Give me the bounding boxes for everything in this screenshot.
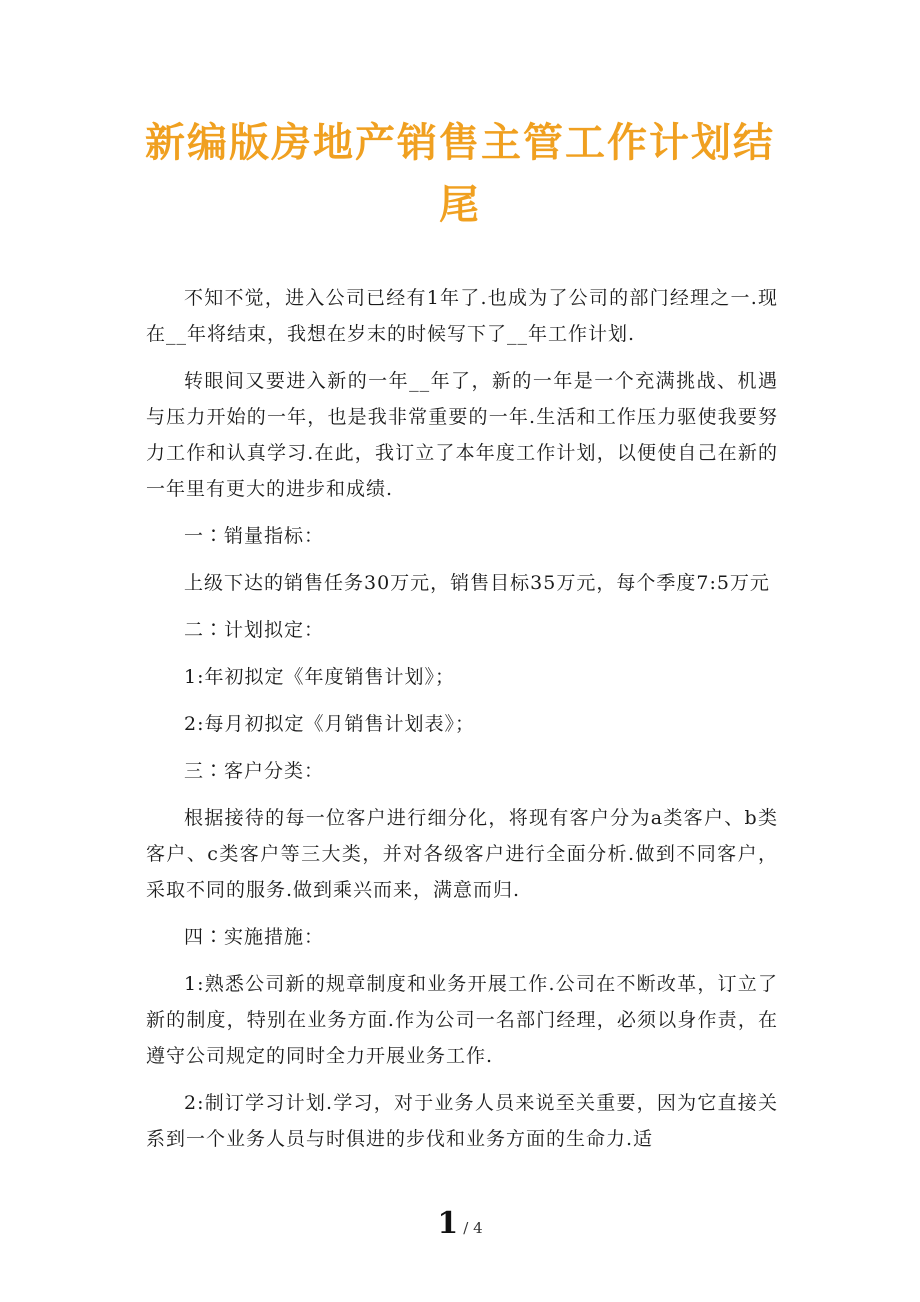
heading-customer-classification: 三∶客户分类：: [184, 760, 325, 782]
list-item-monthly-plan: 2:每月初拟定《月销售计划表》；: [184, 713, 475, 735]
document-title: 新编版房地产销售主管工作计划结尾: [145, 120, 775, 228]
paragraph-measure-2: 2:制订学习计划.学习，对于业务人员来说至关重要，因为它直接关系到一个业务人员与时俱进的步伐和业务方面的生命力.适: [146, 1092, 778, 1150]
page-total: / 4: [463, 1219, 483, 1237]
paragraph-intro: 不知不觉，进入公司已经有1年了.也成为了公司的部门经理之一.现在__年将结束，我想在岁末的时候写下了__年工作计划.: [146, 287, 778, 345]
heading-sales-target: 一∶销量指标：: [184, 525, 325, 547]
paragraph-measure-1: 1:熟悉公司新的规章制度和业务开展工作.公司在不断改革，订立了新的制度，特别在业务方面.作为公司一名部门经理，必须以身作责，在遵守公司规定的同时全力开展业务工作.: [146, 973, 778, 1067]
paragraph-customer-classification: 根据接待的每一位客户进行细分化，将现有客户分为a类客户、b类客户、c类客户等三大类，并对各级客户进行全面分析.做到不同客户，采取不同的服务.做到乘兴而来，满意而归.: [146, 807, 778, 901]
page-footer: [0, 1206, 920, 1241]
heading-measures: 四∶实施措施：: [184, 926, 325, 948]
paragraph-new-year: 转眼间又要进入新的一年__年了，新的一年是一个充满挑战、机遇与压力开始的一年，也是我非常重要的一年.生活和工作压力驱使我要努力工作和认真学习.在此，我订立了本年度工作计划，以便使自己在新的一年里有更大的进步和成绩.: [146, 370, 778, 500]
list-item-annual-plan: 1:年初拟定《年度销售计划》；: [184, 666, 455, 688]
page-number: 1: [437, 1206, 459, 1241]
heading-plan: 二∶计划拟定：: [184, 619, 325, 641]
paragraph-sales-target: 上级下达的销售任务30万元，销售目标35万元，每个季度7:5万元: [184, 572, 770, 594]
document-body: [146, 280, 778, 1168]
